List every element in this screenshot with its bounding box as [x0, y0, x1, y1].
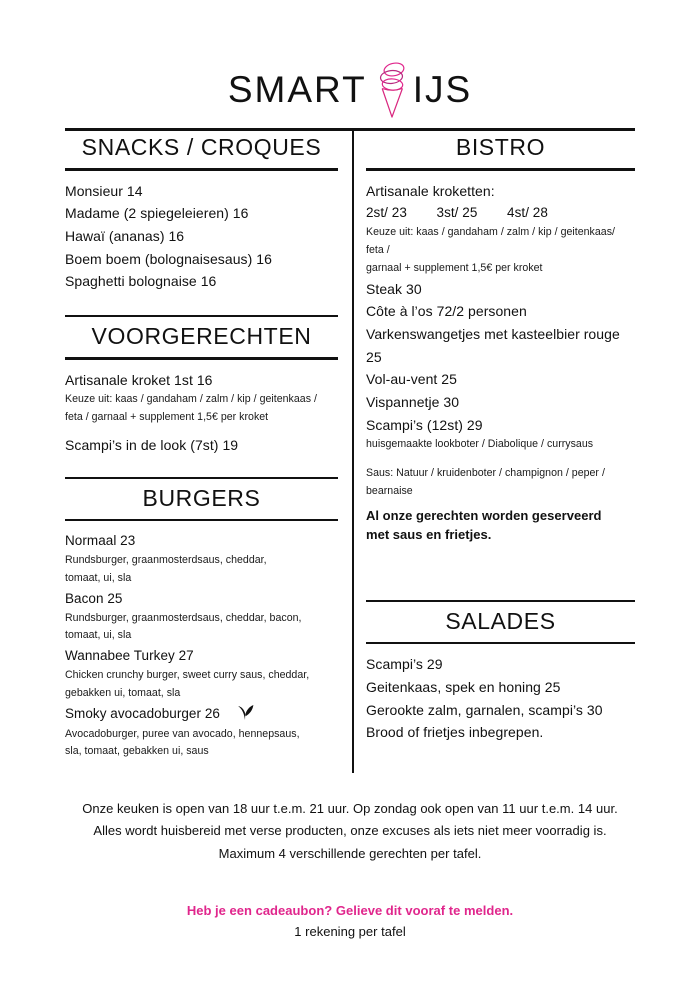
kroketten-description: Keuze uit: kaas / gandaham / zalm / kip / geitenkaas/ feta /	[366, 226, 615, 256]
kroketten-size-option: 2st/ 23	[366, 205, 407, 221]
menu-item-description: Rundsburger, graanmosterdsaus, cheddar, bacon,	[65, 611, 302, 624]
menu-item-description: huisgemaakte lookboter / Diabolique / currysaus	[366, 438, 594, 451]
footer-info	[0, 798, 700, 865]
menu-item-description: Keuze uit: kaas / gandaham / zalm / kip / geitenkaas /	[65, 393, 317, 406]
menu-column-right	[354, 128, 635, 744]
menu-item: Gerookte zalm, garnalen, scampi’s 30	[366, 701, 603, 718]
sauce-options: bearnaise	[366, 484, 413, 497]
section-items	[65, 171, 338, 293]
menu-item: Geitenkaas, spek en honing 25	[366, 678, 561, 695]
menu-item-description: tomaat, ui, sla	[65, 629, 132, 642]
menu-column-left	[65, 128, 352, 761]
menu-item: Scampi’s (12st) 29	[366, 416, 483, 433]
section-title: SNACKS / CROQUES	[81, 134, 322, 160]
menu-item: Hawaï (ananas) 16	[65, 227, 185, 244]
menu-item: Côte à l’os 72/2 personen	[366, 303, 527, 320]
menu-item: Monsieur 14	[65, 182, 143, 199]
menu-body	[65, 128, 635, 773]
section-items	[366, 171, 635, 545]
menu-item: Boem boem (bolognaisesaus) 16	[65, 250, 272, 267]
service-note: Al onze gerechten worden geserveerd	[366, 507, 602, 523]
footer-line: Onze keuken is open van 18 uur t.e.m. 21 uur. Op zondag ook open van 11 uur t.e.m. 14 uur.	[82, 801, 618, 816]
menu-item-description: feta / garnaal + supplement 1,5€ per kroket	[65, 411, 269, 424]
menu-item-description: Chicken crunchy burger, sweet curry saus, cheddar,	[65, 668, 310, 681]
promo-headline: Heb je een cadeaubon? Gelieve dit vooraf te melden.	[186, 903, 514, 918]
section-snacks-croques	[65, 128, 338, 293]
promo-subline: 1 rekening per tafel	[294, 924, 406, 939]
section-title: VOORGERECHTEN	[91, 323, 312, 349]
menu-item: Normaal 23	[65, 533, 136, 549]
menu-item: Wannabee Turkey 27	[65, 648, 194, 664]
section-title: BISTRO	[455, 134, 546, 160]
menu-item: Madame (2 spiegeleieren) 16	[65, 205, 249, 222]
menu-item: Spaghetti bolognaise 16	[65, 273, 217, 290]
sauce-options: Saus: Natuur / kruidenboter / champignon / peper /	[366, 467, 605, 480]
footer-line: Alles wordt huisbereid met verse producten, onze excuses als iets niet meer voorradig is.	[93, 823, 607, 839]
menu-item: Steak 30	[366, 280, 422, 297]
kroketten-size-option: 3st/ 25	[436, 205, 478, 221]
brand-logo	[0, 58, 700, 120]
menu-item-row	[65, 703, 338, 726]
menu-item-description: Rundsburger, graanmosterdsaus, cheddar,	[65, 554, 267, 567]
menu-item: Vispannetje 30	[366, 393, 460, 410]
brand-name-left: SMART	[227, 68, 367, 110]
section-items	[366, 644, 635, 744]
section-voorgerechten	[65, 315, 338, 457]
menu-item: Varkenswangetjes met kasteelbier rouge 25	[366, 325, 620, 365]
menu-item: Smoky avocadoburger 26	[65, 706, 220, 722]
ice-cream-cone-icon	[373, 60, 411, 118]
section-bistro	[366, 128, 635, 545]
section-items	[65, 521, 338, 761]
menu-item: Vol-au-vent 25	[366, 371, 457, 388]
brand-name-right: IJS	[412, 68, 473, 110]
section-title: SALADES	[445, 607, 556, 634]
kroketten-description: garnaal + supplement 1,5€ per kroket	[366, 261, 543, 274]
section-salades	[366, 600, 635, 744]
kroketten-size-option: 4st/ 28	[507, 205, 548, 221]
footer-line: Maximum 4 verschillende gerechten per tafel.	[218, 845, 482, 861]
section-burgers	[65, 477, 338, 762]
section-items	[65, 360, 338, 457]
menu-item-description: tomaat, ui, sla	[65, 571, 132, 584]
menu-item: Scampi’s in de look (7st) 19	[65, 436, 239, 453]
section-title: BURGERS	[142, 484, 261, 511]
leaf-vegetarian-icon	[234, 703, 256, 726]
menu-item-description: Avocadoburger, puree van avocado, hennepsaus,	[65, 727, 300, 740]
menu-item: Scampi’s 29	[366, 656, 443, 673]
promo-note	[0, 903, 700, 939]
menu-item: Artisanale kroket 1st 16	[65, 371, 213, 388]
kroketten-sizes	[366, 202, 635, 224]
service-note: met saus en frietjes.	[366, 527, 492, 543]
menu-item-description: gebakken ui, tomaat, sla	[65, 686, 181, 699]
kroketten-label: Artisanale kroketten:	[366, 182, 495, 199]
menu-item-description: sla, tomaat, gebakken ui, saus	[65, 745, 209, 758]
menu-item: Bacon 25	[65, 590, 123, 606]
menu-item: Brood of frietjes inbegrepen.	[366, 724, 544, 741]
